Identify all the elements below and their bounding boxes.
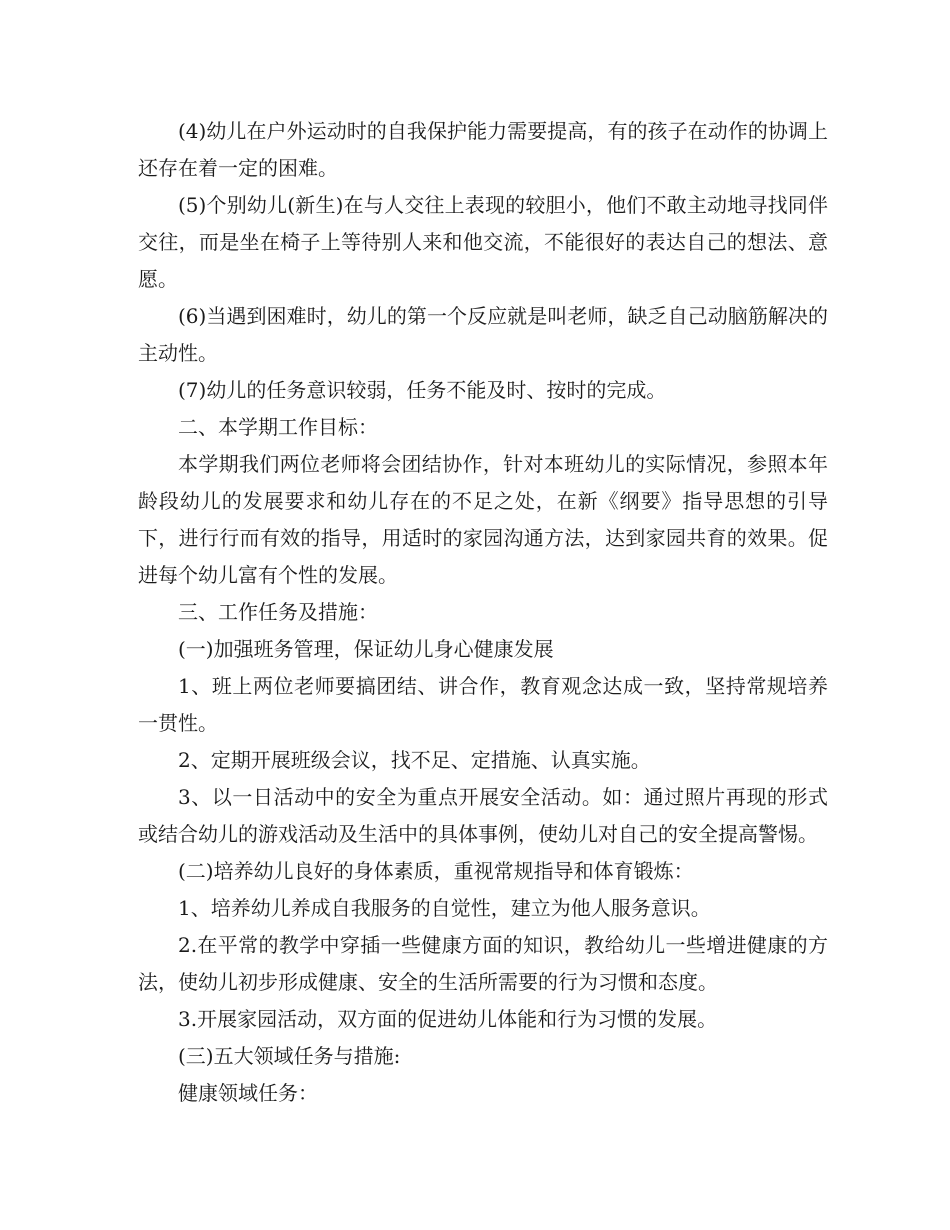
physical-item-2: 2.在平常的教学中穿插一些健康方面的知识，教给幼儿一些增进健康的方法，使幼儿初步形成健康、安全的生活所需要的行为习惯和态度。 [138,933,828,994]
health-domain-heading: 健康领域任务： [178,1081,318,1105]
physical-item-3: 3.开展家园活动，双方面的促进幼儿体能和行为习惯的发展。 [178,1007,718,1031]
paragraph-4: (4)幼儿在户外运动时的自我保护能力需要提高，有的孩子在动作的协调上还存在着一定的困难。 [138,119,828,180]
physical-item-1: 1、培养幼儿养成自我服务的自觉性，建立为他人服务意识。 [178,896,711,920]
management-item-1: 1、班上两位老师要搞团结、讲合作，教育观念达成一致，坚持常规培养一贯性。 [138,674,828,735]
paragraph-7: (7)幼儿的任务意识较弱，任务不能及时、按时的完成。 [178,378,667,402]
subheading-five-domains: (三)五大领域任务与措施: [178,1044,401,1068]
subheading-physical-quality: (二)培养幼儿良好的身体素质，重视常规指导和体育锻炼： [178,859,694,883]
section-heading-tasks: 三、工作任务及措施： [178,600,378,624]
section-heading-goals: 二、本学期工作目标： [178,415,378,439]
management-item-2: 2、定期开展班级会议，找不足、定措施、认真实施。 [178,748,651,772]
document-body [138,113,828,1112]
management-item-3: 3、以一日活动中的安全为重点开展安全活动。如：通过照片再现的形式或结合幼儿的游戏活动及生活中的具体事例，使幼儿对自己的安全提高警惕。 [138,785,828,846]
paragraph-5: (5)个别幼儿(新生)在与人交往上表现的较胆小，他们不敢主动地寻找同伴交往，而是坐在椅子上等待别人来和他交流，不能很好的表达自己的想法、意愿。 [138,193,828,291]
subheading-class-management: (一)加强班务管理，保证幼儿身心健康发展 [178,637,554,661]
paragraph-6: (6)当遇到困难时，幼儿的第一个反应就是叫老师，缺乏自己动脑筋解决的主动性。 [138,304,828,365]
goals-paragraph: 本学期我们两位老师将会团结协作，针对本班幼儿的实际情况，参照本年龄段幼儿的发展要求和幼儿存在的不足之处，在新《纲要》指导思想的引导下，进行行而有效的指导，用适时的家园沟通方法，达到家园共育的效果。促进每个幼儿富有个性的发展。 [138,452,828,587]
